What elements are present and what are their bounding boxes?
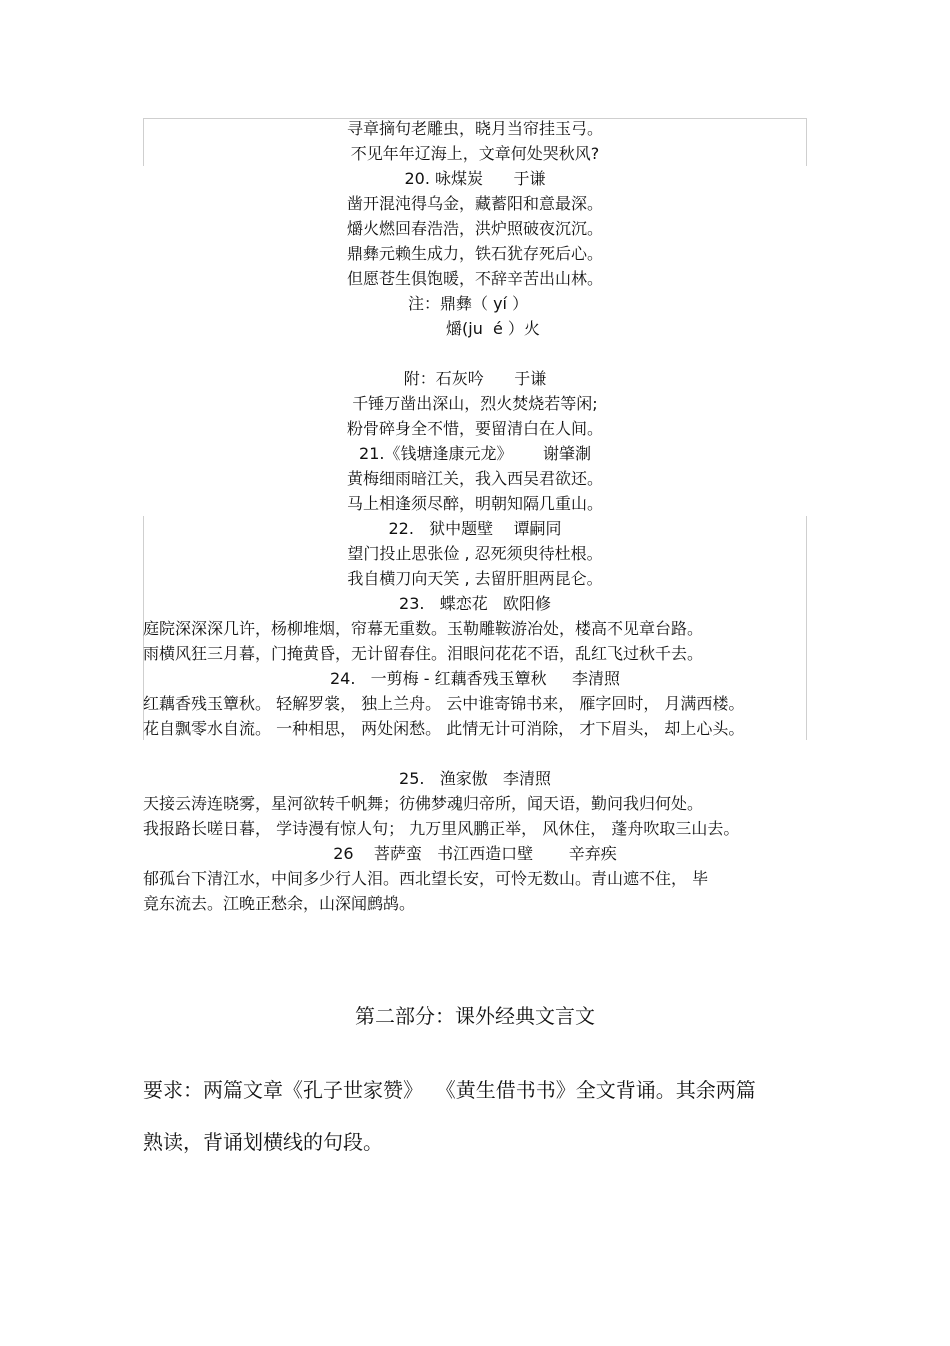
poem-line: 竟东流去。江晚正愁余，山深闻鹧鸪。 <box>143 894 416 913</box>
poem-line: 爝火燃回春浩浩，洪炉照破夜沉沉。 <box>346 219 603 238</box>
poem-line: 凿开混沌得乌金，藏蓄阳和意最深。 <box>346 194 603 213</box>
poem-line: 粉骨碎身全不惜，要留清白在人间。 <box>346 419 603 438</box>
poem-line: 我自横刀向天笑 , 去留肝胆两昆仑。 <box>347 569 603 588</box>
poem-line: 千锤万凿出深山，烈火焚烧若等闲; <box>352 394 598 413</box>
poem-title: 21.《钱塘逢康元龙》 谢肇淛 <box>359 444 591 463</box>
poem-line: 马上相逢须尽醉，明朝知隔几重山。 <box>346 494 603 513</box>
poem-line: 雨横风狂三月暮，门掩黄昏，无计留春住。泪眼问花花不语，乱红飞过秋千去。 <box>143 644 704 663</box>
poem-line: 黄梅细雨暗江关，我入西吴君欲还。 <box>346 469 603 488</box>
poem-line: 寻章摘句老雕虫，晓月当帘挂玉弓。 <box>346 119 603 138</box>
poem-line: 天接云涛连晓雾，星河欲转千帆舞；彷佛梦魂归帝所，闻天语，勤问我归何处。 <box>143 794 704 813</box>
poem-line: 鼎彝元赖生成力，铁石犹存死后心。 <box>346 244 603 263</box>
poem-title: 25. 渔家傲 李清照 <box>399 769 551 788</box>
poem-line: 望门投止思张俭 , 忍死须臾待杜根。 <box>347 544 603 563</box>
poem-line: 郁孤台下清江水，中间多少行人泪。西北望长安，可怜无数山。青山遮不住， 毕 <box>143 869 709 888</box>
poem-line: 我报路长嗟日暮， 学诗漫有惊人句； 九万里风鹏正举， 风休住， 蓬舟吹取三山去。 <box>143 819 740 838</box>
note-line: 注：鼎彝（ yí ） <box>408 294 529 313</box>
poem-line: 庭院深深深几许，杨柳堆烟，帘幕无重数。玉勒雕鞍游冶处，楼高不见章台路。 <box>143 619 704 638</box>
poem-title: 20. 咏煤炭 于谦 <box>404 169 546 188</box>
poem-title: 22. 狱中题壁 谭嗣同 <box>388 519 562 538</box>
note-line: 爝(ju é ）火 <box>446 319 540 338</box>
poem-line: 红藕香残玉簟秋。 轻解罗裳， 独上兰舟。 云中谁寄锦书来， 雁字回时， 月满西楼。 <box>143 694 745 713</box>
poem-line: 不见年年辽海上，文章何处哭秋风? <box>350 144 600 163</box>
poem-line: 花自飘零水自流。 一种相思， 两处闲愁。 此情无计可消除， 才下眉头， 却上心头。 <box>143 719 745 738</box>
poem-title: 23. 蝶恋花 欧阳修 <box>399 594 551 613</box>
poem-title: 24. 一剪梅 - 红藕香残玉簟秋 李清照 <box>329 669 621 688</box>
poem-line: 但愿苍生俱饱暖，不辞辛苦出山林。 <box>346 269 603 288</box>
requirement-line: 要求：两篇文章《孔子世家赞》 《黄生借书书》全文背诵。其余两篇 <box>143 1078 756 1102</box>
section-heading: 第二部分：课外经典文言文 <box>355 1004 595 1028</box>
poem-title: 附：石灰吟 于谦 <box>403 369 547 388</box>
poem-title: 26 菩萨蛮 书江西造口壁 辛弃疾 <box>333 844 617 863</box>
requirement-line: 熟读，背诵划横线的句段。 <box>143 1130 383 1154</box>
